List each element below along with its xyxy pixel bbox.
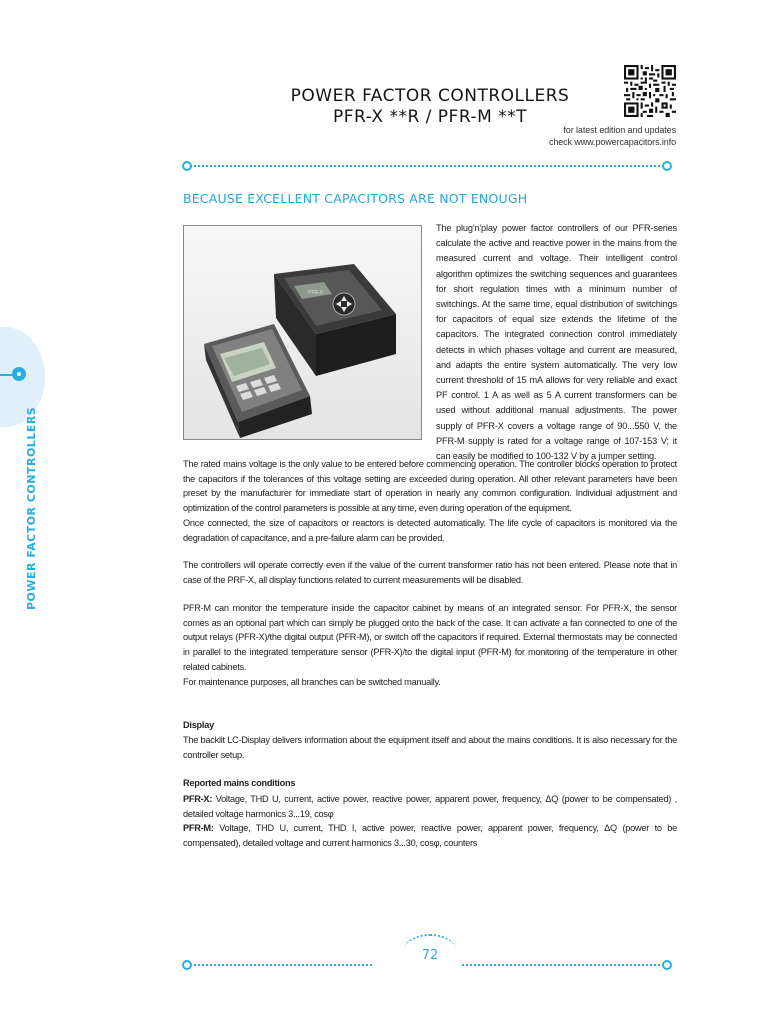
intro-paragraph: The plug'n'play power factor controllers of our PFR-series calculate the active and reactive power in the mains from the measured current and voltage. Their intelligent control algorithm optimizes the switching sequences and guarantees for short regulation times with a minimum number of switchings. At the same time, equal distribution of switchings for capacitors of equal size extends the lifetime of the capacitors. The integrated connection control immediately detects in which phases voltage and current are measured, and adapts the entire system automatically. The very low current threshold of 15 mA allows for very reliable and exact PF control. 1 A as well as 5 A current transformers can be used without additional manual adjustments. The power supply of PFR-X covers a voltage range of 90...550 V, the PFR-M supply is rated for a voltage range of 107-153 V; it can easily be modified to 100-132 V by a jumper setting. xyxy=(436,223,677,462)
pfr-x-conditions xyxy=(183,792,677,821)
website-link[interactable]: check www.powercapacitors.info xyxy=(548,137,676,147)
paragraph-capacitor-detection: Once connected, the size of capacitors or reactors is detected automatically. The life cycle of capacitors is monitored via the degradation of capacitance, and a pre-failure alarm can be provided. xyxy=(183,518,677,543)
section-subtitle: BECAUSE EXCELLENT CAPACITORS ARE NOT ENOUGH xyxy=(183,191,528,206)
paragraph-transformer-ratio: The controllers will operate correctly even if the value of the current transformer ratio has not been entered. Please note that in case of the PRF-X, all display functions related to current measurements will be disabled. xyxy=(183,560,677,585)
product-photo xyxy=(183,225,422,440)
display-paragraph: The backlit LC-Display delivers information about the equipment itself and about the mains conditions. It is also necessary for the controller setup. xyxy=(183,735,677,760)
update-note: for latest edition and updates xyxy=(563,125,676,135)
pfr-x-label: PFR-X: xyxy=(183,794,213,804)
pfr-m-conditions-text: Voltage, THD U, current, THD I, active power, reactive power, apparent power, frequency, ΔQ (power to be compensated), detailed voltage and current harmonics 3...30, cosφ, counters xyxy=(183,823,677,848)
sidebar-section-label: POWER FACTOR CONTROLLERS xyxy=(25,406,38,610)
page-number: 72 xyxy=(421,948,439,963)
paragraph-maintenance: For maintenance purposes, all branches can be switched manually. xyxy=(183,677,441,687)
page-title: POWER FACTOR CONTROLLERS xyxy=(290,86,570,106)
qr-code-icon[interactable] xyxy=(624,65,676,117)
pfr-x-conditions-text: Voltage, THD U, current, active power, reactive power, apparent power, frequency, ΔQ (power to be compensated) , detailed voltage harmonics 3...19, cosφ xyxy=(183,794,677,819)
page-title-models: PFR-X **R / PFR-M **T xyxy=(332,107,528,127)
divider-top xyxy=(182,160,672,172)
device-label: PFR-X xyxy=(308,290,323,296)
paragraph-temperature: PFR-M can monitor the temperature inside the capacitor cabinet by means of an integrated sensor. For PFR-X, the sensor comes as an optional part which can simply be plugged onto the back of the case. It can activate a fan connected to one of the output relays (PFR-X)/the digital output (PFR-M), or switch off the capacitors if required. External thermostats may be connected in parallel to the integrated temperature sensor (PFR-X)/to the digital input (PFR-M) for monitoring of the temperature in other related cabinets. xyxy=(183,603,677,672)
display-heading: Display xyxy=(183,720,214,730)
pfr-m-conditions xyxy=(183,821,677,850)
paragraph-rated-voltage: The rated mains voltage is the only value to be entered before commencing operation. The controller blocks operation to protect the capacitors if the tolerances of this voltage setting are exceeded during operation. All other relevant parameters have been preset by the manufacturer for immediate start of operation in nearly any common configuration. Individual adjustment and optimization of the control parameters is possible at any time, even during operation of the equipment. xyxy=(183,459,677,514)
mains-conditions-heading: Reported mains conditions xyxy=(183,778,296,788)
pfr-m-label: PFR-M: xyxy=(183,823,214,833)
sidebar-marker-dot xyxy=(17,372,21,376)
